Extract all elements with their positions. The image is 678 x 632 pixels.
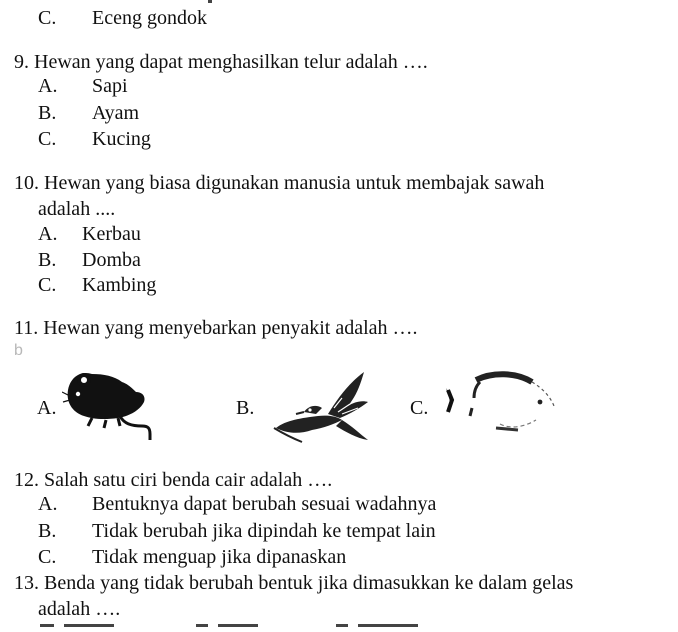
q9-option-b[interactable] bbox=[38, 103, 139, 123]
q9-option-c[interactable] bbox=[38, 129, 151, 149]
q11-option-b-letter[interactable]: B. bbox=[236, 397, 255, 419]
option-letter: B. bbox=[38, 520, 57, 542]
option-text: Bentuknya dapat berubah sesuai wadahnya bbox=[92, 493, 437, 515]
q12-option-b[interactable] bbox=[38, 521, 436, 541]
cutoff-next-line bbox=[0, 624, 678, 632]
option-text: Kambing bbox=[82, 274, 157, 296]
option-text: Eceng gondok bbox=[92, 7, 207, 29]
bird-icon[interactable] bbox=[268, 368, 378, 444]
question-10-text: 10. Hewan yang biasa digunakan manusia untuk membajak sawah bbox=[14, 172, 545, 194]
rat-icon[interactable] bbox=[62, 366, 154, 442]
option-letter: B. bbox=[38, 249, 57, 271]
q10-option-b[interactable] bbox=[38, 250, 141, 270]
fish-icon[interactable] bbox=[436, 370, 560, 440]
option-letter: C. bbox=[38, 546, 57, 568]
option-letter: C. bbox=[38, 7, 57, 29]
question-12-text: 12. Salah satu ciri benda cair adalah …. bbox=[14, 469, 333, 491]
option-letter: B. bbox=[38, 102, 57, 124]
q12-option-a[interactable] bbox=[38, 494, 436, 514]
q10-option-c[interactable] bbox=[38, 275, 156, 295]
option-letter: A. bbox=[38, 75, 58, 97]
question-9-text: 9. Hewan yang dapat menghasilkan telur adalah …. bbox=[14, 51, 428, 73]
cutoff-mark-top bbox=[208, 0, 212, 3]
option-text: Ayam bbox=[92, 102, 140, 124]
q12-option-c[interactable] bbox=[38, 547, 346, 567]
option-letter: A. bbox=[38, 223, 58, 245]
option-text: Kerbau bbox=[82, 223, 141, 245]
q11-option-c-letter[interactable]: C. bbox=[410, 397, 429, 419]
option-text: Tidak menguap jika dipanaskan bbox=[92, 546, 347, 568]
option-letter: C. bbox=[38, 128, 57, 150]
q9-option-a[interactable] bbox=[38, 76, 128, 96]
option-text: Tidak berubah jika dipindah ke tempat lain bbox=[92, 520, 436, 542]
stray-mark: b bbox=[14, 342, 23, 359]
question-13-text-cont: adalah …. bbox=[38, 598, 121, 620]
question-11-text: 11. Hewan yang menyebarkan penyakit adalah …. bbox=[14, 317, 418, 339]
option-text: Domba bbox=[82, 249, 141, 271]
option-text: Kucing bbox=[92, 128, 151, 150]
question-10-text-cont: adalah .... bbox=[38, 198, 116, 220]
question-13-text: 13. Benda yang tidak berubah bentuk jika dimasukkan ke dalam gelas bbox=[14, 572, 574, 594]
option-letter: A. bbox=[38, 493, 58, 515]
q11-option-a-letter[interactable]: A. bbox=[37, 397, 57, 419]
q8-option-c[interactable] bbox=[38, 8, 207, 28]
option-letter: C. bbox=[38, 274, 57, 296]
option-text: Sapi bbox=[92, 75, 128, 97]
q10-option-a[interactable] bbox=[38, 224, 141, 244]
